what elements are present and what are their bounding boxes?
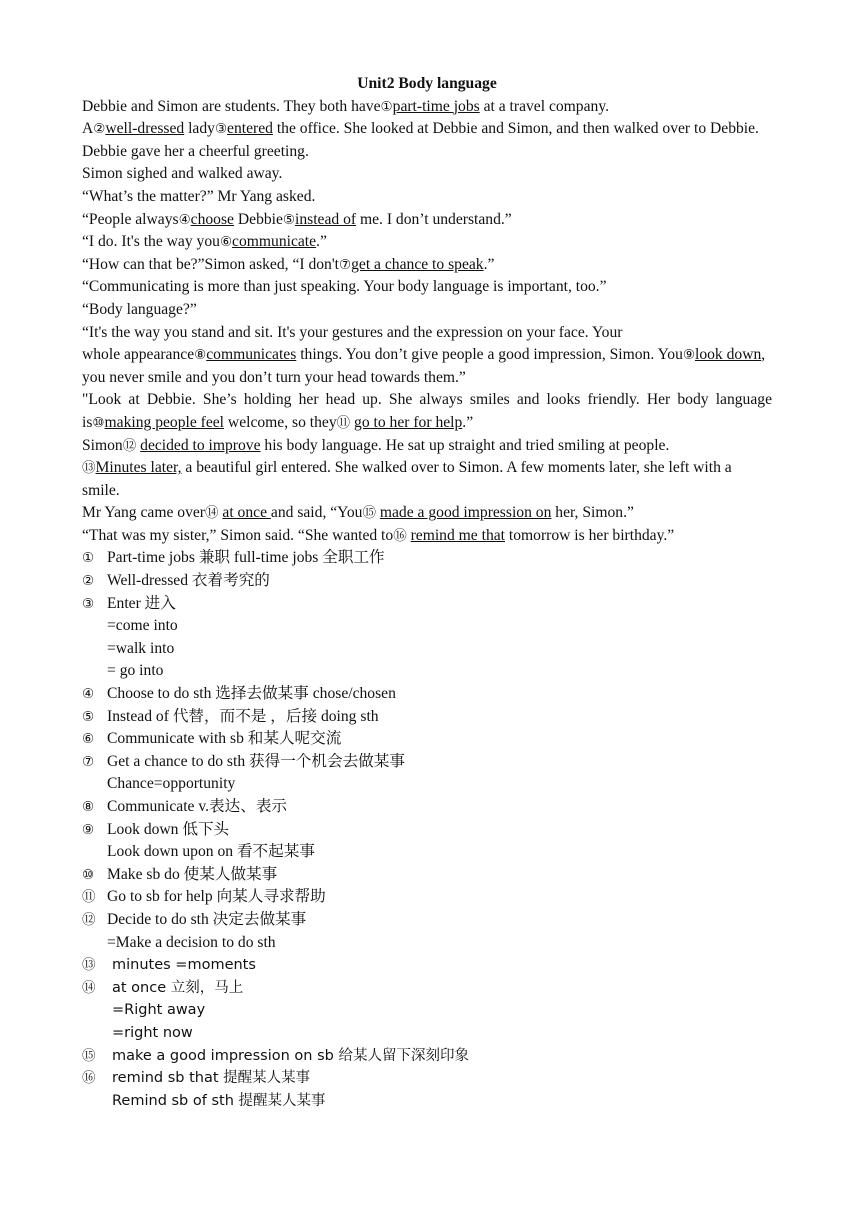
key-phrase: entered [227,120,273,138]
note-text: Instead of 代替，而不是 ，后接 doing sth [107,707,379,725]
story-text-run: “People always [82,210,179,228]
story-text-run: “It's the way you stand and sit. It's your gestures and the expression on your face. Your [82,323,623,341]
note-text: Enter 进入 [107,594,176,612]
story-text-run: “I do. It's the way you [82,233,220,251]
key-phrase: Minutes later, [95,459,182,477]
story-line [82,299,772,322]
story-text-run: his body language. He sat up straight and tried smiling at people. [260,436,670,454]
note-number: ⑮ [82,1047,96,1064]
note-subline: =walk into [107,639,175,657]
note-number: ⑭ [82,979,96,996]
note-item [82,547,772,570]
story-text-run: A [82,120,94,138]
note-marker: ① [380,98,393,115]
note-text: minutes =moments [112,957,256,974]
story-text-run: things. You don’t give people a good impression, Simon. You [296,346,683,364]
note-number: ⑫ [82,911,96,928]
key-phrase: at once [222,504,271,522]
note-text: remind sb that 提醒某人某事 [112,1070,311,1087]
note-item [82,864,772,887]
story-text-run: the office. She looked at Debbie and Simon, and then walked over to Debbie. Debbie gave her a cheerful greeting. [82,120,759,160]
story-line [82,502,772,525]
story-line [82,163,772,186]
note-marker: ⑬ [82,460,96,477]
key-phrase: get a chance to speak [351,255,484,273]
key-phrase: communicates [206,346,297,364]
note-text: Part-time jobs 兼职 full-time jobs 全职工作 [107,549,385,567]
note-subline: Look down upon on 看不起某事 [107,843,315,861]
note-marker: ⑦ [339,256,352,273]
key-phrase: part-time jobs [392,97,480,115]
note-text: Communicate with sb 和某人呢交流 [107,730,342,748]
story-text-run: Debbie and Simon are students. They both have [82,97,381,115]
note-item [82,886,772,909]
note-number: ① [82,550,95,567]
note-marker: ⑭ [205,505,219,522]
note-number: ② [82,573,95,590]
key-phrase: well-dressed [105,120,185,138]
key-phrase: remind me that [410,526,506,544]
note-text: make a good impression on sb 给某人留下深刻印象 [112,1047,469,1064]
note-number: ③ [82,595,95,612]
note-item [82,796,772,819]
story-text-run: Simon sighed and walked away. [82,165,283,183]
note-marker: ⑥ [219,234,233,251]
story-text-run: , you never smile and you don’t turn your head towards them.” [82,346,766,386]
note-item [82,1067,772,1090]
story-text-run: “Communicating is more than just speaking. Your body language is important, too.” [82,278,607,296]
note-marker: ⑫ [122,437,137,454]
document-page [82,73,772,1112]
key-phrase: choose [190,210,234,228]
key-phrase: look down [694,346,762,364]
story-text-run: Mr Yang came over [82,504,205,522]
note-marker: ② [93,121,106,138]
note-item [82,593,772,616]
story-line [82,96,772,119]
note-number: ⑥ [82,731,95,748]
note-marker: ④ [178,211,191,228]
note-text: Well-dressed 衣着考究的 [107,572,270,590]
story-line [82,525,772,548]
story-text-run: whole appearance [82,346,195,364]
note-subline: Remind sb of sth 提醒某人某事 [112,1092,326,1109]
note-text: Go to sb for help 向某人寻求帮助 [107,888,326,906]
note-item [82,751,772,774]
story-text-run: .” [462,413,474,431]
story-line [82,276,772,299]
note-text: Choose to do sth 选择去做某事 chose/chosen [107,685,396,703]
story-text-run: "Look at Debbie. She’s holding her head up. She always smiles and looks friendly. Her body language is [82,391,772,431]
note-item [82,819,772,842]
story-line [82,118,772,163]
story-line [82,231,772,254]
note-marker: ⑩ [92,414,105,431]
story-text-run: welcome, so they [224,413,337,431]
story-text-run: “What’s the matter?” Mr Yang asked. [82,187,316,205]
story-text-run: .” [483,255,495,273]
vocabulary-notes [82,547,772,1112]
note-subline: =Right away [112,1002,206,1019]
story-line [82,389,772,434]
story-line [82,435,772,458]
note-number: ⑧ [82,799,95,815]
note-number: ④ [82,686,95,703]
story-line [82,344,772,389]
note-item [82,706,772,729]
note-item [82,570,772,593]
note-number: ⑯ [82,1070,96,1087]
note-text: Get a chance to do sth 获得一个机会去做某事 [107,752,405,770]
note-marker: ⑪ [336,414,351,431]
story-text-run: at a travel company. [479,97,609,115]
story-text-run: “That was my sister,” Simon said. “She wanted to [82,526,394,544]
note-text: Communicate v.表达、表示 [107,798,288,815]
story-text-run: Debbie [233,210,283,228]
note-marker: ⑮ [362,505,376,522]
note-item [82,977,772,1000]
note-item [82,1045,772,1068]
note-text: Decide to do sth 决定去做某事 [107,910,307,928]
note-number: ⑩ [82,866,95,883]
note-marker: ⑯ [393,527,407,544]
story-text-run: her, Simon.” [551,504,634,522]
note-number: ⑬ [82,957,96,974]
note-item [82,954,772,977]
note-subline: =come into [107,617,178,635]
note-subline: =right now [112,1024,193,1041]
key-phrase: communicate [232,233,317,251]
key-phrase: making people feel [104,413,225,431]
note-number: ⑦ [82,753,95,770]
story-line [82,209,772,232]
story-text [82,96,772,548]
story-line [82,322,772,345]
note-marker: ⑧ [194,347,207,364]
note-subline: Chance=opportunity [107,775,236,793]
story-line [82,457,772,502]
story-text-run: a beautiful girl entered. She walked over to Simon. A few moments later, she left with a smile. [82,459,732,499]
story-text-run: me. I don’t understand.” [356,210,512,228]
note-subline: =Make a decision to do sth [107,933,276,951]
story-line [82,186,772,209]
story-text-run: tomorrow is her birthday.” [505,526,675,544]
document-title: Unit2 Body language [357,75,497,92]
note-subline: = go into [107,662,164,680]
key-phrase: go to her for help [354,413,463,431]
note-number: ⑨ [82,821,95,838]
story-text-run: “How can that be?”Simon asked, “I don't [82,255,339,273]
note-text: at once 立刻，马上 [112,979,244,996]
story-text-run: lady [184,120,215,138]
note-text: Make sb do 使某人做某事 [107,865,278,883]
note-item [82,728,772,751]
story-text-run: .” [316,233,327,251]
note-item [82,683,772,706]
story-line [82,254,772,277]
story-text-run: and said, “You [270,504,363,522]
key-phrase: decided to improve [140,436,261,454]
note-text: Look down 低下头 [107,820,230,838]
story-text-run: Simon [82,436,123,454]
note-item [82,909,772,932]
note-number: ⑤ [82,708,95,725]
key-phrase: instead of [295,210,357,228]
note-marker: ⑨ [682,347,695,364]
note-marker: ⑤ [282,211,296,228]
story-text-run: “Body language?” [82,300,197,318]
note-number: ⑪ [82,889,96,906]
key-phrase: made a good impression on [379,504,552,522]
note-marker: ③ [214,121,228,138]
